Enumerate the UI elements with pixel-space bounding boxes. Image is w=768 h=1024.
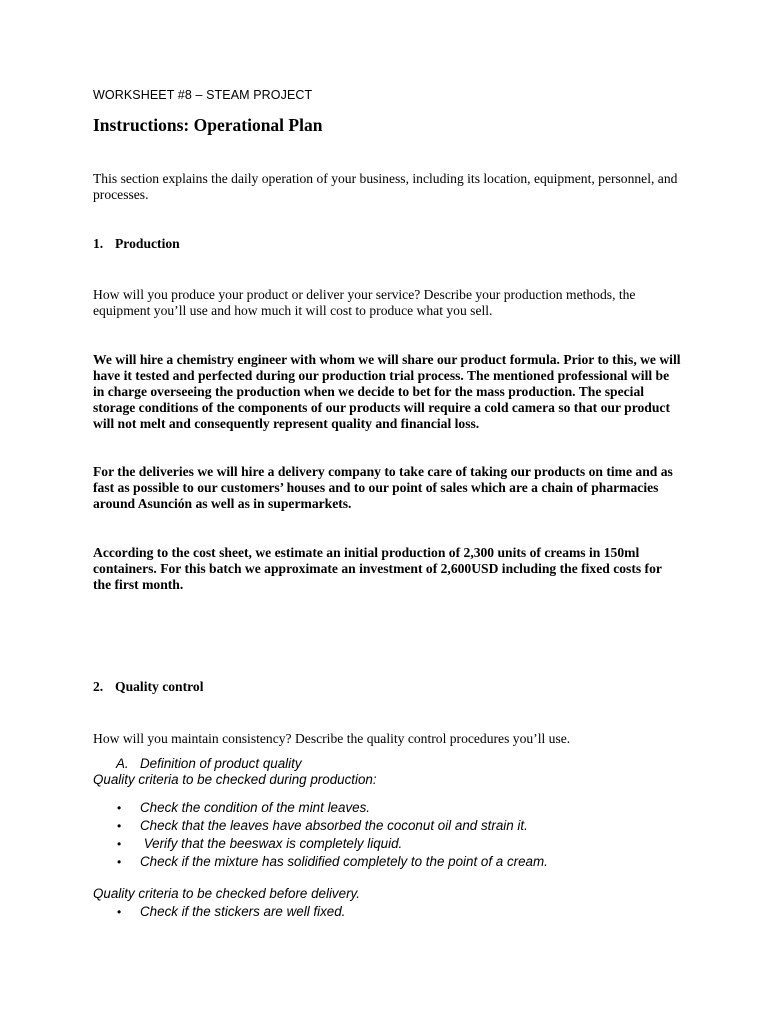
bullet-icon: • xyxy=(117,905,122,919)
list-item-text: Check that the leaves have absorbed the coconut oil and strain it. xyxy=(140,818,528,833)
list-item xyxy=(113,836,548,854)
section-number: 1. xyxy=(93,236,104,251)
production-answer-paragraph: We will hire a chemistry engineer with whom we will share our product formula. Prior to this, we will have it tested and perfected during our production trial process. The mentioned professional will be in charge overseeing the production when we decide to bet for the mass production. The special storage conditions of the components of our products will require a cold camera so that our product will not melt and consequently represent quality and financial loss. xyxy=(93,352,681,431)
list-item xyxy=(113,818,548,836)
delivery-answer-paragraph: For the deliveries we will hire a delivery company to take care of taking our products on time and as fast as possible to our customers’ houses and to our point of sales which are a chain of pharmacies around Asunción as well as in supermarkets. xyxy=(93,464,673,511)
criteria-delivery-label: Quality criteria to be checked before delivery. xyxy=(93,886,360,901)
list-item-text: Verify that the beeswax is completely liquid. xyxy=(140,836,403,851)
section-heading-quality-control xyxy=(93,679,204,695)
intro-paragraph: This section explains the daily operation of your business, including its location, equipment, personnel, and processes. xyxy=(93,171,678,202)
list-item xyxy=(113,904,345,922)
section-heading-production xyxy=(93,236,180,252)
subsection-title: Definition of product quality xyxy=(140,756,302,771)
list-item-text: Check the condition of the mint leaves. xyxy=(140,800,371,815)
worksheet-label: WORKSHEET #8 – STEAM PROJECT xyxy=(93,88,313,102)
list-item-text: Check if the stickers are well fixed. xyxy=(140,904,346,919)
bullet-icon: • xyxy=(117,801,122,815)
list-item xyxy=(113,854,548,872)
criteria-production-label: Quality criteria to be checked during production: xyxy=(93,772,377,787)
criteria-production-list xyxy=(113,800,548,872)
list-item xyxy=(113,800,548,818)
section-title: Production xyxy=(115,236,180,251)
section-title: Quality control xyxy=(115,679,204,694)
bullet-icon: • xyxy=(117,837,122,851)
criteria-delivery-list xyxy=(113,904,345,922)
subsection-heading xyxy=(116,756,302,772)
list-item-text: Check if the mixture has solidified completely to the point of a cream. xyxy=(140,854,548,869)
bullet-icon: • xyxy=(117,819,122,833)
bullet-icon: • xyxy=(117,855,122,869)
quality-question: How will you maintain consistency? Describe the quality control procedures you’ll use. xyxy=(93,731,571,746)
section-number: 2. xyxy=(93,679,104,694)
page-title: Instructions: Operational Plan xyxy=(93,115,323,135)
subsection-letter: A. xyxy=(116,756,129,771)
cost-answer-paragraph: According to the cost sheet, we estimate an initial production of 2,300 units of creams in 150ml containers. For this batch we approximate an investment of 2,600USD including the fixed costs for the first month. xyxy=(93,545,662,592)
production-question: How will you produce your product or deliver your service? Describe your production methods, the equipment you’ll use and how much it will cost to produce what you sell. xyxy=(93,287,636,318)
